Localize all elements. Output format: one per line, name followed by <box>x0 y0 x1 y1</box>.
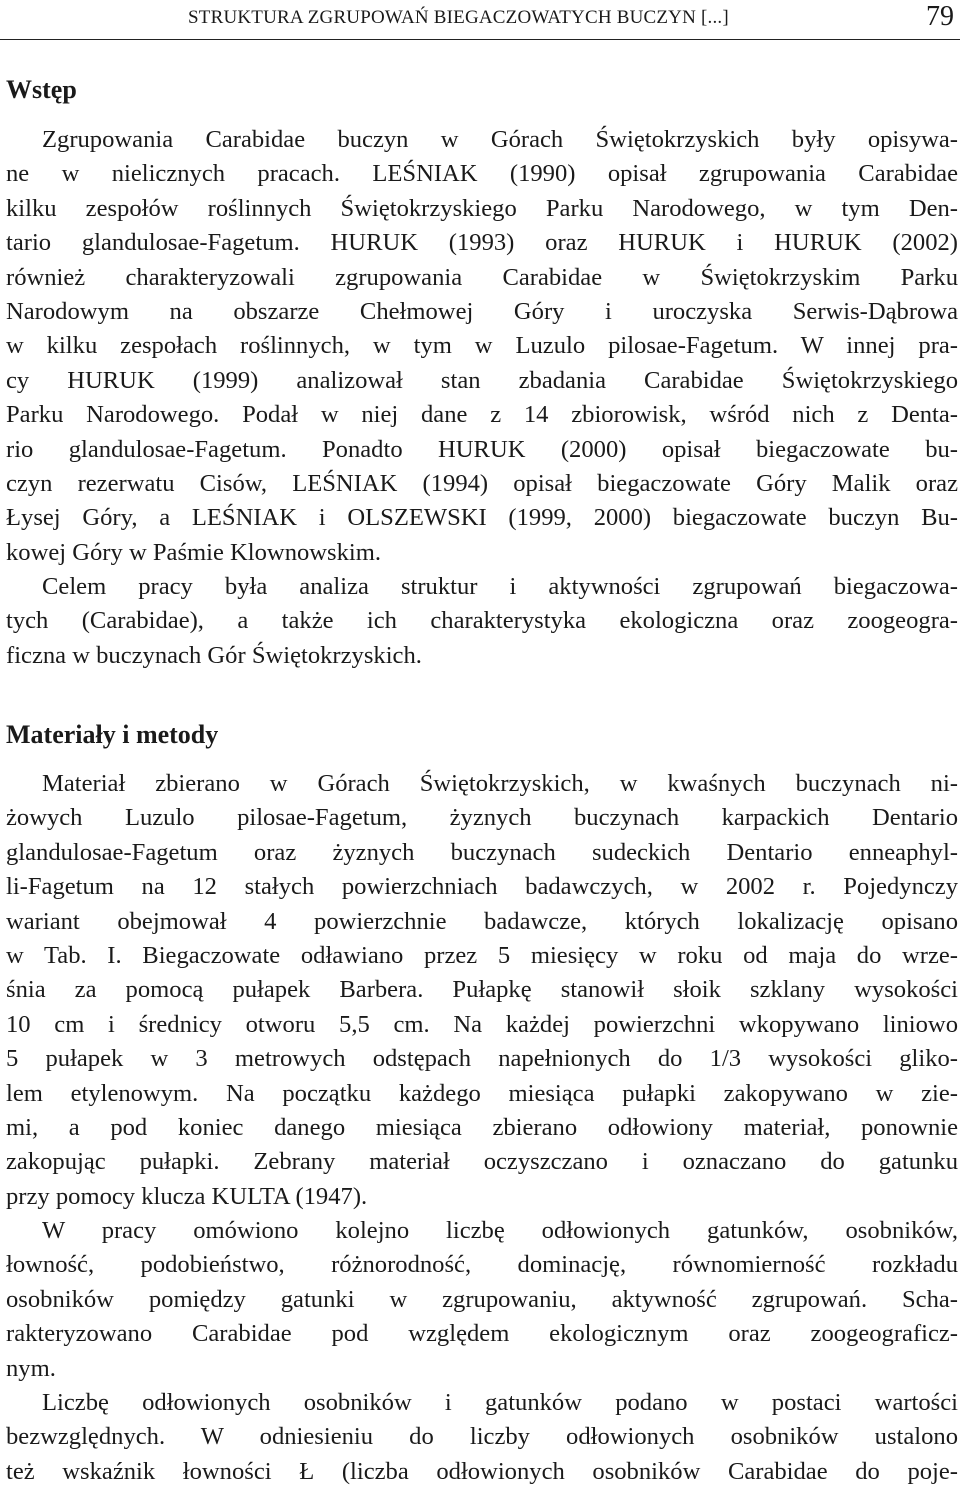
section-body-wstep <box>6 123 958 673</box>
text-line: również charakteryzowali zgrupowania Carabidae w Świętokrzyskim Parku <box>6 263 958 291</box>
text-line: tario glandulosae-Fagetum. HURUK (1993) oraz HURUK i HURUK (2002) <box>6 229 958 257</box>
text-line: żowych Luzulo pilosae-Fagetum, żyznych buczynach karpackich Dentario <box>6 804 958 832</box>
section-heading-wstep: Wstęp <box>6 75 77 104</box>
text-line: W pracy omówiono kolejno liczbę odłowionych gatunków, osobników, <box>42 1217 958 1245</box>
text-line: Zgrupowania Carabidae buczyn w Górach Świętokrzyskich były opisywa- <box>42 126 958 153</box>
text-line: Łysej Góry, a LEŚNIAK i OLSZEWSKI (1999, 2000) biegaczowate buczyn Bu- <box>6 504 958 532</box>
text-line: nym. <box>6 1354 56 1382</box>
paragraph <box>6 570 958 673</box>
text-line: li-Fagetum na 12 stałych powierzchniach badawczych, w 2002 r. Pojedynczy <box>6 873 958 901</box>
text-line: w Tab. I. Biegaczowate odławiano przez 5 miesięcy w roku od maja do wrze- <box>6 941 958 969</box>
text-line: cy HURUK (1999) analizował stan zbadania Carabidae Świętokrzyskiego <box>6 366 958 394</box>
paragraph <box>6 123 958 570</box>
text-line: osobników pomiędzy gatunki w zgrupowaniu, aktywność zgrupowań. Scha- <box>6 1285 958 1313</box>
text-line: zakopując pułapki. Zebrany materiał oczyszczano i oznaczano do gatunku <box>6 1148 958 1176</box>
page-number: 79 <box>926 1 954 32</box>
text-line: Parku Narodowego. Podał w niej dane z 14 zbiorowisk, wśród nich z Denta- <box>6 401 958 429</box>
text-line: lem etylenowym. Na początku każdego miesiąca pułapki zakopywano w zie- <box>6 1079 958 1107</box>
running-header <box>0 0 960 40</box>
paragraph <box>6 1214 958 1386</box>
text-line: bezwzględnych. W odniesieniu do liczby odłowionych osobników ustalono <box>6 1423 958 1451</box>
text-line: Materiał zbierano w Górach Świętokrzyskich, w kwaśnych buczynach ni- <box>42 770 958 797</box>
text-line: 10 cm i średnicy otworu 5,5 cm. Na każdej powierzchni wkopywano liniowo <box>6 1010 958 1038</box>
text-line: łowność, podobieństwo, różnorodność, dominację, równomierność rozkładu <box>6 1251 958 1279</box>
text-line: glandulosae-Fagetum oraz żyznych buczynach sudeckich Dentario enneaphyl- <box>6 838 958 866</box>
text-line: czyn rezerwatu Cisów, LEŚNIAK (1994) opisał biegaczowate Góry Malik oraz <box>6 469 958 497</box>
text-line: przy pomocy klucza KULTA (1947). <box>6 1182 368 1210</box>
text-line: mi, a pod koniec danego miesiąca zbierano odłowiony materiał, ponownie <box>6 1113 958 1141</box>
text-line: Narodowym na obszarze Chełmowej Góry i uroczyska Serwis-Dąbrowa <box>6 297 958 325</box>
text-line: tych (Carabidae), a także ich charakterystyka ekologiczna oraz zoogeogra- <box>6 607 958 635</box>
running-title: STRUKTURA ZGRUPOWAŃ BIEGACZOWATYCH BUCZYN [...] <box>188 7 729 28</box>
section-body-materialy-i-metody <box>6 767 958 1489</box>
text-line: rakteryzowano Carabidae pod względem ekologicznym oraz zoogeograficz- <box>6 1320 958 1348</box>
text-line: ficzna w buczynach Gór Świętokrzyskich. <box>6 641 422 669</box>
text-line: wariant obejmował 4 powierzchnie badawcze, których lokalizację opisano <box>6 907 958 935</box>
text-line: w kilku zespołach roślinnych, w tym w Luzulo pilosae-Fagetum. W innej pra- <box>6 332 958 360</box>
text-line: też wskaźnik łowności Ł (liczba odłowionych osobników Carabidae do poje- <box>6 1457 958 1485</box>
text-line: ne w nielicznych pracach. LEŚNIAK (1990) opisał zgrupowania Carabidae <box>6 160 958 188</box>
paragraph <box>6 767 958 1214</box>
text-line: Celem pracy była analiza struktur i aktywności zgrupowań biegaczowa- <box>42 573 958 601</box>
text-line: kowej Góry w Paśmie Klownowskim. <box>6 538 382 566</box>
section-heading-materialy-i-metody: Materiały i metody <box>6 720 219 749</box>
text-line: 5 pułapek w 3 metrowych odstępach napełnionych do 1/3 wysokości gliko- <box>6 1045 958 1073</box>
text-line: śnia za pomocą pułapek Barbera. Pułapkę stanowił słoik szklany wysokości <box>6 976 958 1004</box>
text-line: rio glandulosae-Fagetum. Ponadto HURUK (2000) opisał biegaczowate bu- <box>6 435 958 463</box>
paragraph <box>6 1386 958 1489</box>
text-line: Liczbę odłowionych osobników i gatunków podano w postaci wartości <box>42 1389 958 1417</box>
text-line: kilku zespołów roślinnych Świętokrzyskiego Parku Narodowego, w tym Den- <box>6 194 958 222</box>
